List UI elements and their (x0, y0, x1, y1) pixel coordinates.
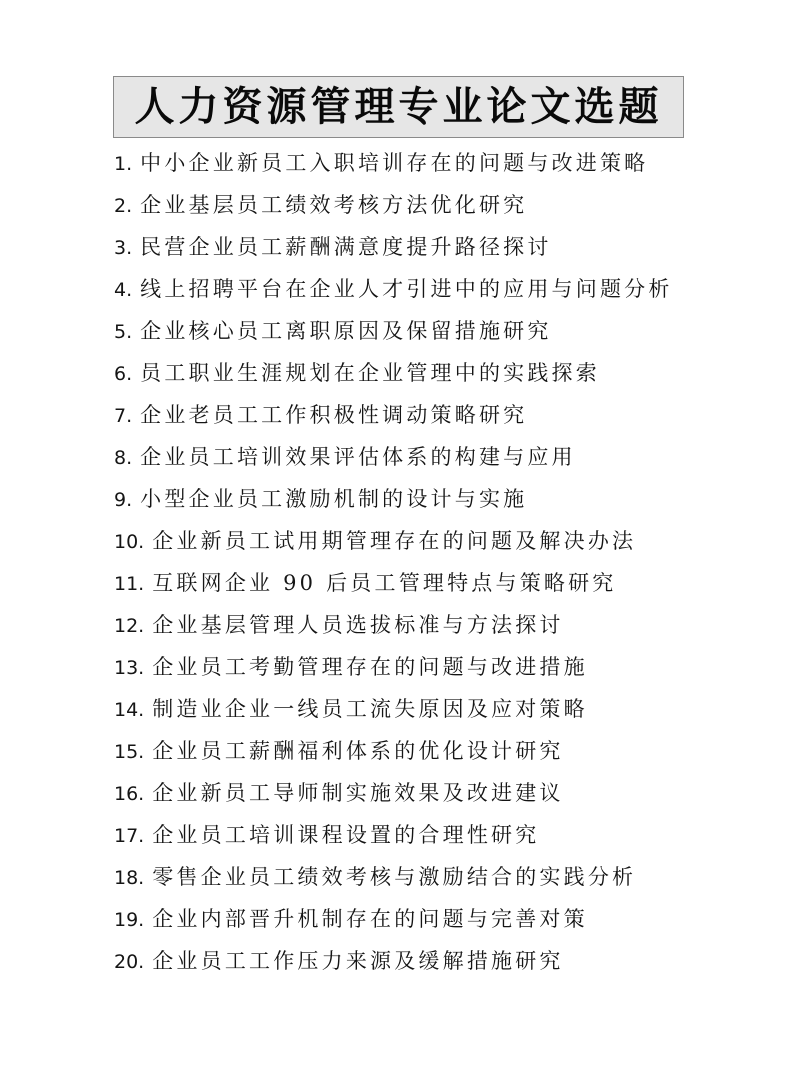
list-item (114, 184, 673, 226)
list-item (114, 268, 673, 310)
item-number: 16. (114, 783, 145, 805)
list-item (114, 352, 673, 394)
list-item (114, 688, 673, 730)
list-item (114, 520, 673, 562)
item-text: 企业员工考勤管理存在的问题与改进措施 (152, 655, 588, 679)
item-number: 7. (114, 405, 133, 427)
item-text: 企业内部晋升机制存在的问题与完善对策 (152, 907, 588, 931)
list-item (114, 478, 673, 520)
item-number: 1. (114, 153, 133, 175)
item-text: 员工职业生涯规划在企业管理中的实践探索 (140, 361, 600, 385)
item-text: 企业核心员工离职原因及保留措施研究 (140, 319, 552, 343)
list-item (114, 898, 673, 940)
item-text: 企业老员工工作积极性调动策略研究 (140, 403, 528, 427)
item-number: 18. (114, 867, 145, 889)
list-item (114, 730, 673, 772)
item-text: 企业新员工试用期管理存在的问题及解决办法 (152, 529, 637, 553)
item-number: 20. (114, 951, 145, 973)
item-number: 2. (114, 195, 133, 217)
item-text: 互联网企业 90 后员工管理特点与策略研究 (152, 571, 617, 595)
item-number: 10. (114, 531, 145, 553)
item-text: 企业员工工作压力来源及缓解措施研究 (152, 949, 564, 973)
list-item (114, 646, 673, 688)
list-item (114, 394, 673, 436)
item-number: 9. (114, 489, 133, 511)
item-text: 零售企业员工绩效考核与激励结合的实践分析 (152, 865, 637, 889)
item-number: 11. (114, 573, 145, 595)
item-text: 小型企业员工激励机制的设计与实施 (140, 487, 528, 511)
list-item (114, 226, 673, 268)
item-text: 企业基层管理人员选拔标准与方法探讨 (152, 613, 564, 637)
item-number: 19. (114, 909, 145, 931)
item-text: 制造业企业一线员工流失原因及应对策略 (152, 697, 588, 721)
list-item (114, 814, 673, 856)
item-text: 中小企业新员工入职培训存在的问题与改进策略 (140, 151, 649, 175)
item-number: 13. (114, 657, 145, 679)
item-text: 企业基层员工绩效考核方法优化研究 (140, 193, 528, 217)
list-item (114, 856, 673, 898)
item-number: 6. (114, 363, 133, 385)
item-text: 企业员工薪酬福利体系的优化设计研究 (152, 739, 564, 763)
item-text: 企业员工培训课程设置的合理性研究 (152, 823, 540, 847)
item-number: 8. (114, 447, 133, 469)
item-number: 3. (114, 237, 133, 259)
title-box (113, 76, 684, 138)
topic-list (114, 142, 673, 982)
list-item (114, 562, 673, 604)
item-number: 15. (114, 741, 145, 763)
item-text: 线上招聘平台在企业人才引进中的应用与问题分析 (140, 277, 673, 301)
item-number: 14. (114, 699, 145, 721)
list-item (114, 142, 673, 184)
item-number: 17. (114, 825, 145, 847)
item-number: 12. (114, 615, 145, 637)
list-item (114, 604, 673, 646)
list-item (114, 940, 673, 982)
list-item (114, 436, 673, 478)
item-text: 企业新员工导师制实施效果及改进建议 (152, 781, 564, 805)
item-text: 民营企业员工薪酬满意度提升路径探讨 (140, 235, 552, 259)
item-number: 5. (114, 321, 133, 343)
list-item (114, 310, 673, 352)
page-title: 人力资源管理专业论文选题 (134, 83, 663, 130)
item-text: 企业员工培训效果评估体系的构建与应用 (140, 445, 576, 469)
item-number: 4. (114, 279, 133, 301)
list-item (114, 772, 673, 814)
